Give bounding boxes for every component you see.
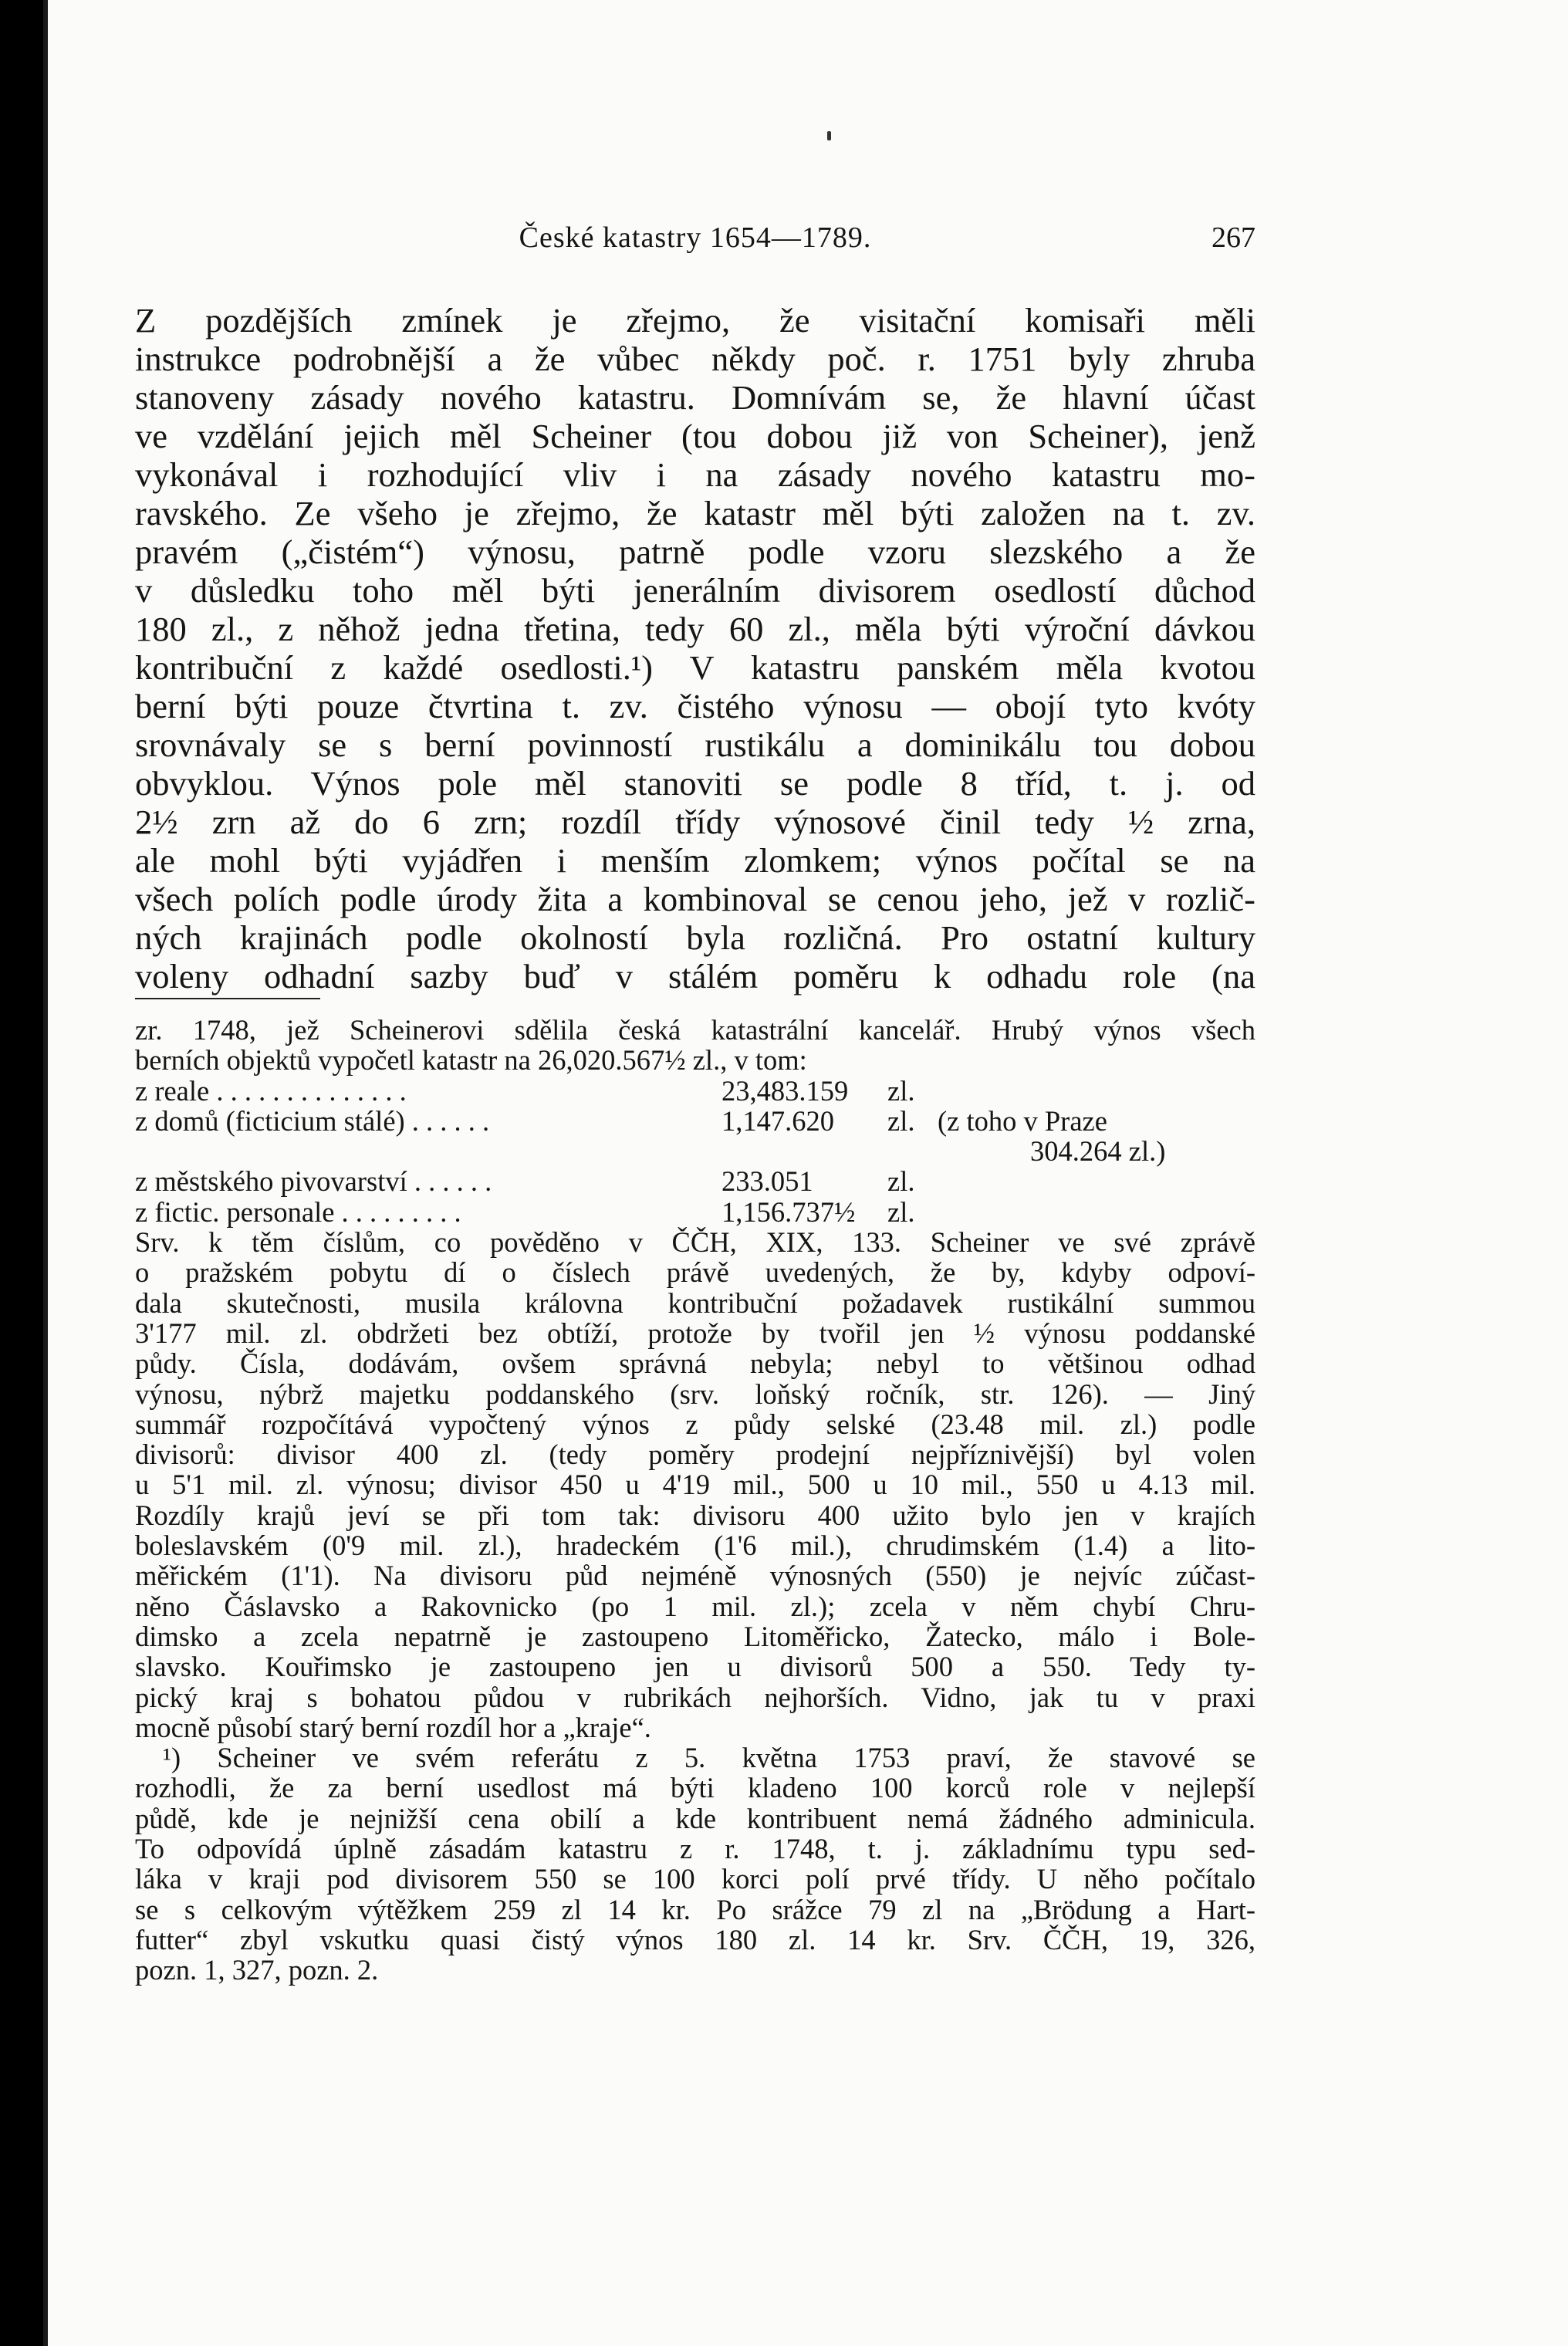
row-unit: zl.: [887, 1104, 915, 1137]
text-line: 180 zl., z něhož jedna třetina, tedy 60 zl., měla býti výroční dávkou: [135, 610, 1255, 648]
footnote-line: výnosu, nýbrž majetku poddanského (srv. loňský ročník, str. 126). — Jiný: [135, 1378, 1255, 1410]
text-line: v důsledku toho měl býti jenerálním divisorem osedlostí důchod: [135, 571, 1255, 610]
footnote-line: dimsko a zcela nepatrně je zastoupeno Litoměřicko, Žatecko, málo i Bole-: [135, 1620, 1255, 1652]
text-line: ve vzdělání jejich měl Scheiner (tou dobou již von Scheiner), jenž: [135, 417, 1255, 455]
row-value: 1,147.620: [721, 1104, 834, 1137]
footnote-line: o pražském pobytu dí o číslech právě uvedených, že by, kdyby odpoví-: [135, 1256, 1255, 1289]
table-row: [135, 1197, 1255, 1227]
footnote-separator: [135, 998, 320, 999]
footnote-line: něno Čáslavsko a Rakovnicko (po 1 mil. zl.); zcela v něm chybí Chru-: [135, 1590, 1255, 1622]
running-header: [135, 221, 1255, 267]
footnote-line: mocně působí starý berní rozdíl hor a „kraje“.: [135, 1711, 651, 1743]
row-note: (z toho v Praze: [938, 1104, 1107, 1137]
footnote-line: summář rozpočítává vypočtený výnos z půdy selské (23.48 mil. zl.) podle: [135, 1408, 1255, 1440]
footnote-line: To odpovídá úplně zásadám katastru z r. 1748, t. j. základnímu typu sed-: [135, 1833, 1255, 1865]
footnote-line: divisorů: divisor 400 zl. (tedy poměry prodejní nejpříznivější) byl volen: [135, 1438, 1255, 1471]
footnote-line: ¹) Scheiner ve svém referátu z 5. května 1753 praví, že stavové se: [163, 1742, 1255, 1774]
row-unit: zl.: [887, 1195, 915, 1228]
text-line: berní býti pouze čtvrtina t. zv. čistého výnosu — obojí tyto kvóty: [135, 687, 1255, 725]
row-value: 1,156.737½: [721, 1195, 856, 1228]
running-title: České katastry 1654—1789.: [519, 221, 872, 254]
footnote-line: pický kraj s bohatou půdou v rubrikách nejhorších. Vidno, jak tu v praxi: [135, 1681, 1255, 1713]
text-line: 2½ zrn až do 6 zrn; rozdíl třídy výnosové činil tedy ½ zrna,: [135, 803, 1255, 841]
row-unit: zl.: [887, 1074, 915, 1107]
row-label: z fictic. personale . . . . . . . . .: [135, 1195, 461, 1228]
footnote-line: pozn. 1, 327, pozn. 2.: [135, 1954, 379, 1986]
row-value: 233.051: [721, 1165, 813, 1198]
text-line: pravém („čistém“) výnosu, patrně podle vzoru slezského a že: [135, 532, 1255, 571]
text-line: srovnávaly se s berní povinností rustikálu a dominikálu tou dobou: [135, 725, 1255, 764]
text-line: stanoveny zásady nového katastru. Domnívám se, že hlavní účast: [135, 378, 1255, 417]
footnote-line: dala skutečnosti, musila královna kontribuční požadavek rustikální summou: [135, 1286, 1255, 1319]
row-unit: zl.: [887, 1165, 915, 1198]
ink-mark: [827, 131, 831, 140]
footnote-line: u 5'1 mil. zl. výnosu; divisor 450 u 4'19 mil., 500 u 10 mil., 550 u 4.13 mil.: [135, 1469, 1255, 1501]
footnote-line: slavsko. Kouřimsko je zastoupeno jen u divisorů 500 a 550. Tedy ty-: [135, 1651, 1255, 1683]
footnote-line: měřickém (1'1). Na divisoru půd nejméně výnosných (550) je nejvíc zúčast-: [135, 1560, 1255, 1592]
table-row: [135, 1106, 1255, 1136]
footnote-line: půdě, kde je nejnižší cena obilí a kde kontribuent nemá žádného adminicula.: [135, 1802, 1255, 1834]
footnote-line: boleslavském (0'9 mil. zl.), hradeckém (1'6 mil.), chrudimském (1.4) a lito-: [135, 1530, 1255, 1562]
footnote-line: rozhodli, že za berní usedlost má býti kladeno 100 korců role v nejlepší: [135, 1772, 1255, 1804]
text-line: Z pozdějších zmínek je zřejmo, že visitační komisaři měli: [135, 301, 1255, 340]
text-line: ných krajinách podle okolností byla rozličná. Pro ostatní kultury: [135, 918, 1255, 957]
table-row: [135, 1136, 1255, 1166]
text-line: instrukce podrobnější a že vůbec někdy poč. r. 1751 byly zhruba: [135, 340, 1255, 378]
footnote-line: láka v kraji pod divisorem 550 se 100 korci polí prvé třídy. U něho počítalo: [135, 1863, 1255, 1895]
row-value: 23,483.159: [721, 1074, 849, 1107]
footnote-line: berních objektů vypočetl katastr na 26,020.567½ zl., v tom:: [135, 1044, 807, 1077]
footnote-line: se s celkovým výtěžkem 259 zl 14 kr. Po srážce 79 zl na „Brödung a Hart-: [135, 1893, 1255, 1925]
page-number: 267: [1211, 221, 1255, 254]
text-line: ravského. Ze všeho je zřejmo, že katastr měl býti založen na t. zv.: [135, 494, 1255, 532]
text-line: voleny odhadní sazby buď v stálém poměru k odhadu role (na: [135, 957, 1255, 996]
footnotes: [135, 1015, 1255, 1986]
footnote-line: Srv. k těm číslům, co pověděno v ČČH, XIX, 133. Scheiner ve své zprávě: [135, 1226, 1255, 1259]
text-line: všech polích podle úrody žita a kombinoval se cenou jeho, jež v rozlič-: [135, 880, 1255, 918]
footnote-line: Rozdíly krajů jeví se při tom tak: divisoru 400 užito bylo jen v krajích: [135, 1499, 1255, 1531]
text-line: kontribuční z každé osedlosti.¹) V katastru panském měla kvotou: [135, 648, 1255, 687]
text-line: vykonával i rozhodující vliv i na zásady nového katastru mo-: [135, 455, 1255, 494]
footnote-line: zr. 1748, jež Scheinerovi sdělila česká katastrální kancelář. Hrubý výnos všech: [135, 1014, 1255, 1046]
text-line: ale mohl býti vyjádřen i menším zlomkem; výnos počítal se na: [135, 841, 1255, 880]
row-label: z městského pivovarství . . . . . .: [135, 1165, 492, 1198]
footnote-line: 3'177 mil. zl. obdržeti bez obtíží, protože by tvořil jen ½ výnosu poddanské: [135, 1317, 1255, 1349]
table-row: [135, 1166, 1255, 1196]
row-label: z domů (ficticium stálé) . . . . . .: [135, 1104, 490, 1137]
footnote-line: futter“ zbyl vskutku quasi čistý výnos 180 zl. 14 kr. Srv. ČČH, 19, 326,: [135, 1923, 1255, 1956]
footnote-line: půdy. Čísla, dodávám, ovšem správná nebyla; nebyl to většinou odhad: [135, 1347, 1255, 1380]
row-label: z reale . . . . . . . . . . . . . .: [135, 1074, 407, 1107]
table-row: [135, 1076, 1255, 1106]
text-line: obvyklou. Výnos pole měl stanoviti se podle 8 tříd, t. j. od: [135, 764, 1255, 803]
row-note: 304.264 zl.): [1030, 1135, 1166, 1168]
main-text: [135, 301, 1255, 996]
